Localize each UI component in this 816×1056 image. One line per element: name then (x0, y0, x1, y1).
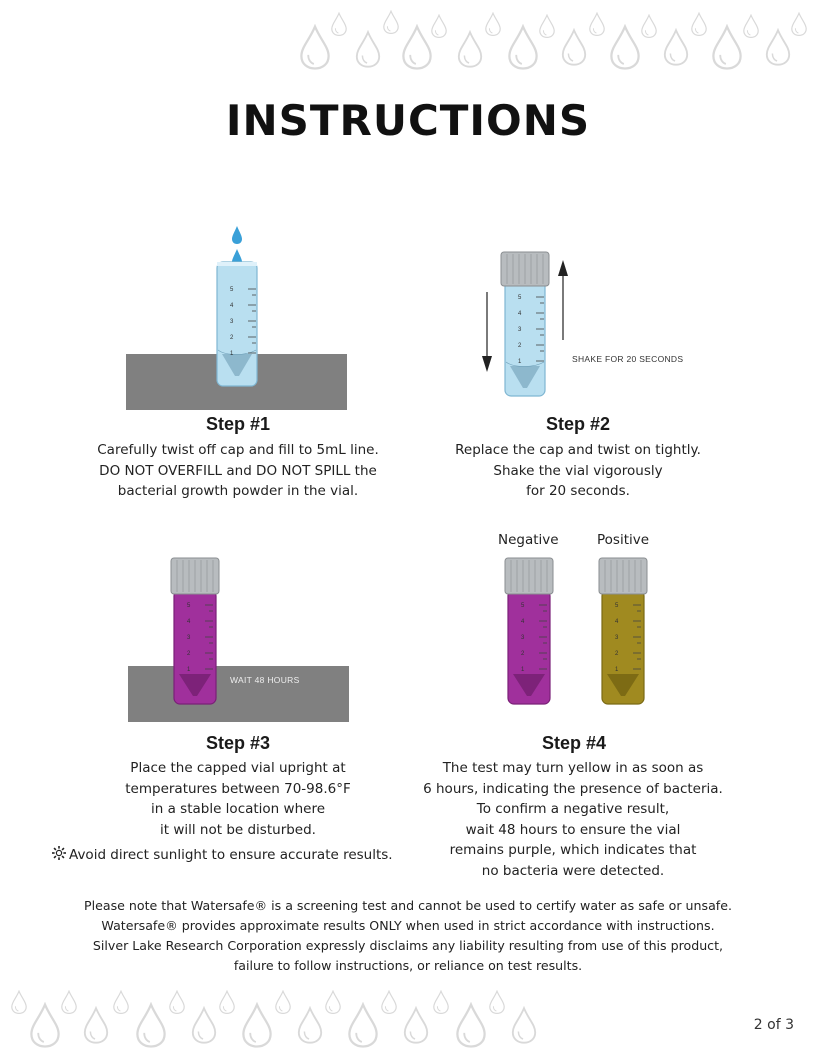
sunlight-note-text: Avoid direct sunlight to ensure accurate results. (69, 847, 393, 863)
svg-text:2: 2 (187, 651, 191, 657)
arrow-down-icon (482, 356, 492, 372)
svg-text:2: 2 (518, 343, 522, 349)
svg-text:2: 2 (615, 651, 619, 657)
svg-text:3: 3 (615, 635, 619, 641)
shake-caption: SHAKE FOR 20 SECONDS (572, 354, 684, 364)
grad-2: 2 (230, 335, 234, 341)
grad-1: 1 (230, 351, 234, 357)
step4-title: Step #4 (541, 733, 607, 753)
step3-text: Place the capped vial upright at temperatures between 70-98.6°F in a stable location where it will not be disturbed. (125, 760, 351, 838)
step2-text: Replace the cap and twist on tightly. Shake the vial vigorously for 20 seconds. (455, 442, 701, 500)
svg-text:5: 5 (615, 603, 619, 609)
step2-illustration (474, 250, 714, 400)
svg-text:4: 4 (518, 311, 522, 317)
page-number: 2 of 3 (753, 1017, 794, 1033)
disclaimer-line: Please note that Watersafe® is a screening test and cannot be used to certify water as safe or unsafe. (84, 898, 732, 913)
disclaimer-line: Watersafe® provides approximate results ONLY when used in strict accordance with instructions. (101, 918, 715, 933)
sunlight-note (52, 846, 393, 863)
grad-4: 4 (230, 303, 234, 309)
svg-text:4: 4 (521, 619, 525, 625)
svg-text:4: 4 (187, 619, 191, 625)
arrow-up-icon (558, 260, 568, 276)
falling-drop-icon (232, 226, 242, 244)
bottom-drop-pattern (8, 984, 548, 1054)
svg-text:5: 5 (518, 295, 522, 301)
step1-title: Step #1 (205, 414, 271, 434)
svg-text:3: 3 (518, 327, 522, 333)
svg-text:5: 5 (521, 603, 525, 609)
svg-text:4: 4 (615, 619, 619, 625)
grad-5: 5 (230, 287, 234, 293)
step4-text: The test may turn yellow in as soon as 6 hours, indicating the presence of bacteria. To confirm a negative result, wait 48 hours to ensure the vial remains purple, which indicates that no bacteria were detected. (423, 760, 723, 879)
disclaimer-line: Silver Lake Research Corporation expressly disclaims any liability resulting from use of this product, (92, 938, 724, 953)
step3-illustration (126, 556, 350, 726)
svg-text:1: 1 (615, 667, 619, 673)
svg-text:3: 3 (521, 635, 525, 641)
disclaimer (0, 896, 816, 976)
negative-label: Negative (498, 532, 559, 548)
positive-label: Positive (597, 532, 650, 548)
svg-text:1: 1 (518, 359, 522, 365)
svg-text:2: 2 (521, 651, 525, 657)
svg-text:3: 3 (187, 635, 191, 641)
svg-text:1: 1 (521, 667, 525, 673)
step1-illustration (126, 224, 348, 410)
sun-icon (52, 846, 66, 860)
disclaimer-line: failure to follow instructions, or reliance on test results. (233, 958, 583, 973)
svg-text:5: 5 (187, 603, 191, 609)
step1-text: Carefully twist off cap and fill to 5mL line. DO NOT OVERFILL and DO NOT SPILL the bacterial growth powder in the vial. (97, 442, 379, 500)
svg-text:1: 1 (187, 667, 191, 673)
wait-caption: WAIT 48 HOURS (230, 675, 300, 685)
page-title: INSTRUCTIONS (225, 96, 591, 145)
step2-title: Step #2 (545, 414, 611, 434)
step4-illustration (500, 556, 660, 708)
step3-title: Step #3 (205, 733, 271, 753)
top-drop-pattern (296, 6, 812, 76)
grad-3: 3 (230, 319, 234, 325)
